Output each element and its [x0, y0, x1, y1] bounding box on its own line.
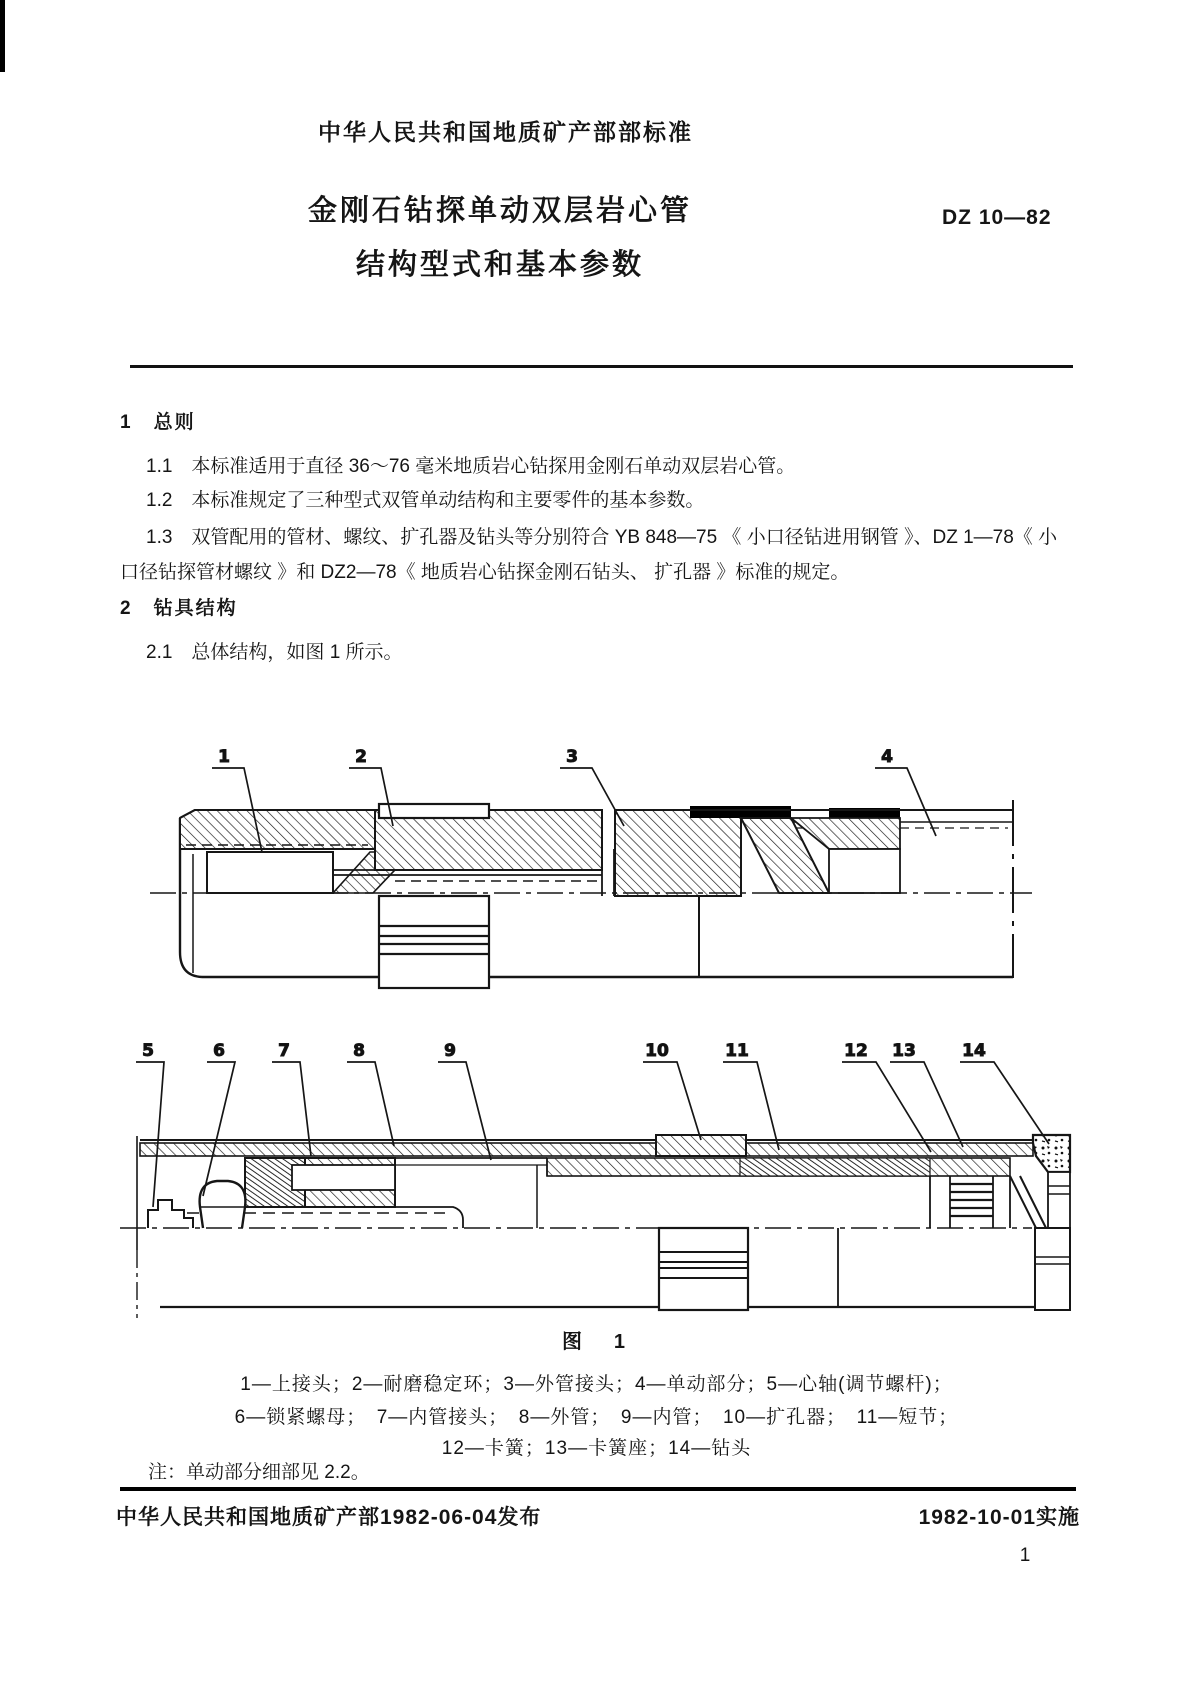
figure-legend-line-3: 12—卡簧；13—卡簧座；14—钻头: [441, 1438, 752, 1459]
scan-edge-artifact: [0, 0, 5, 72]
clause-1-1: 1.1 本标准适用于直径 36～76 毫米地质岩心钻探用金刚石单动双层岩心管。: [146, 456, 796, 477]
figure-note: 注：单动部分细部见 2.2。: [148, 1462, 370, 1483]
upper-assembly-drawing: [150, 800, 1032, 988]
title-divider-rule: [130, 365, 1073, 368]
callout-label-4: 4: [881, 747, 893, 767]
footer-effective-date: 1982-10-01实施: [918, 1506, 1080, 1529]
callout-label-3: 3: [566, 747, 578, 767]
standard-org-line: 中华人民共和国地质矿产部部标准: [318, 119, 693, 145]
callout-label-5: 5: [142, 1041, 154, 1061]
document-title: [270, 184, 730, 292]
callout-label-13: 13: [892, 1041, 916, 1061]
callout-label-1: 1: [218, 747, 230, 767]
callout-label-7: 7: [278, 1041, 290, 1061]
callout-label-12: 12: [844, 1041, 868, 1061]
callout-label-11: 11: [725, 1041, 749, 1061]
clause-1-3: 1.3 双管配用的管材、螺纹、扩孔器及钻头等分别符合 YB 848—75 《 小口径钻进用钢管 》、DZ 1—78《 小口径钻探管材螺纹 》和 DZ2—78《 地质岩心钻探金刚石钻头、 扩孔器 》标准的规定。: [120, 527, 1058, 583]
callout-label-2: 2: [355, 747, 367, 767]
figure-1-drawing: [0, 690, 1191, 1350]
callout-label-10: 10: [645, 1041, 669, 1061]
section-1-heading: 1 总则: [120, 412, 196, 433]
callout-label-8: 8: [353, 1041, 365, 1061]
figure-legend-line-1: 1—上接头；2—耐磨稳定环；3—外管接头；4—单动部分；5—心轴(调节螺杆)；: [240, 1374, 953, 1395]
footer-issued-by: 中华人民共和国地质矿产部1982-06-04发布: [116, 1506, 542, 1529]
clause-2-1: 2.1 总体结构，如图 1 所示。: [146, 642, 403, 663]
figure-legend-line-2: 6—锁紧螺母； 7—内管接头； 8—外管； 9—内管； 10—扩孔器； 11—短节；: [234, 1407, 959, 1428]
callout-label-6: 6: [213, 1041, 225, 1061]
standard-code: DZ 10—82: [942, 206, 1052, 229]
figure-caption: 图 1: [561, 1331, 632, 1353]
page-number: 1: [1019, 1545, 1031, 1566]
section-2-heading: 2 钻具结构: [120, 598, 238, 619]
footer-divider-rule: [120, 1487, 1076, 1491]
title-line-1: 金刚石钻探单动双层岩心管: [307, 195, 692, 227]
clause-1-2: 1.2 本标准规定了三种型式双管单动结构和主要零件的基本参数。: [146, 490, 705, 511]
lower-assembly-drawing: [120, 1135, 1070, 1318]
callout-label-9: 9: [444, 1041, 456, 1061]
title-line-2: 结构型式和基本参数: [355, 249, 644, 281]
callout-label-14: 14: [962, 1041, 986, 1061]
